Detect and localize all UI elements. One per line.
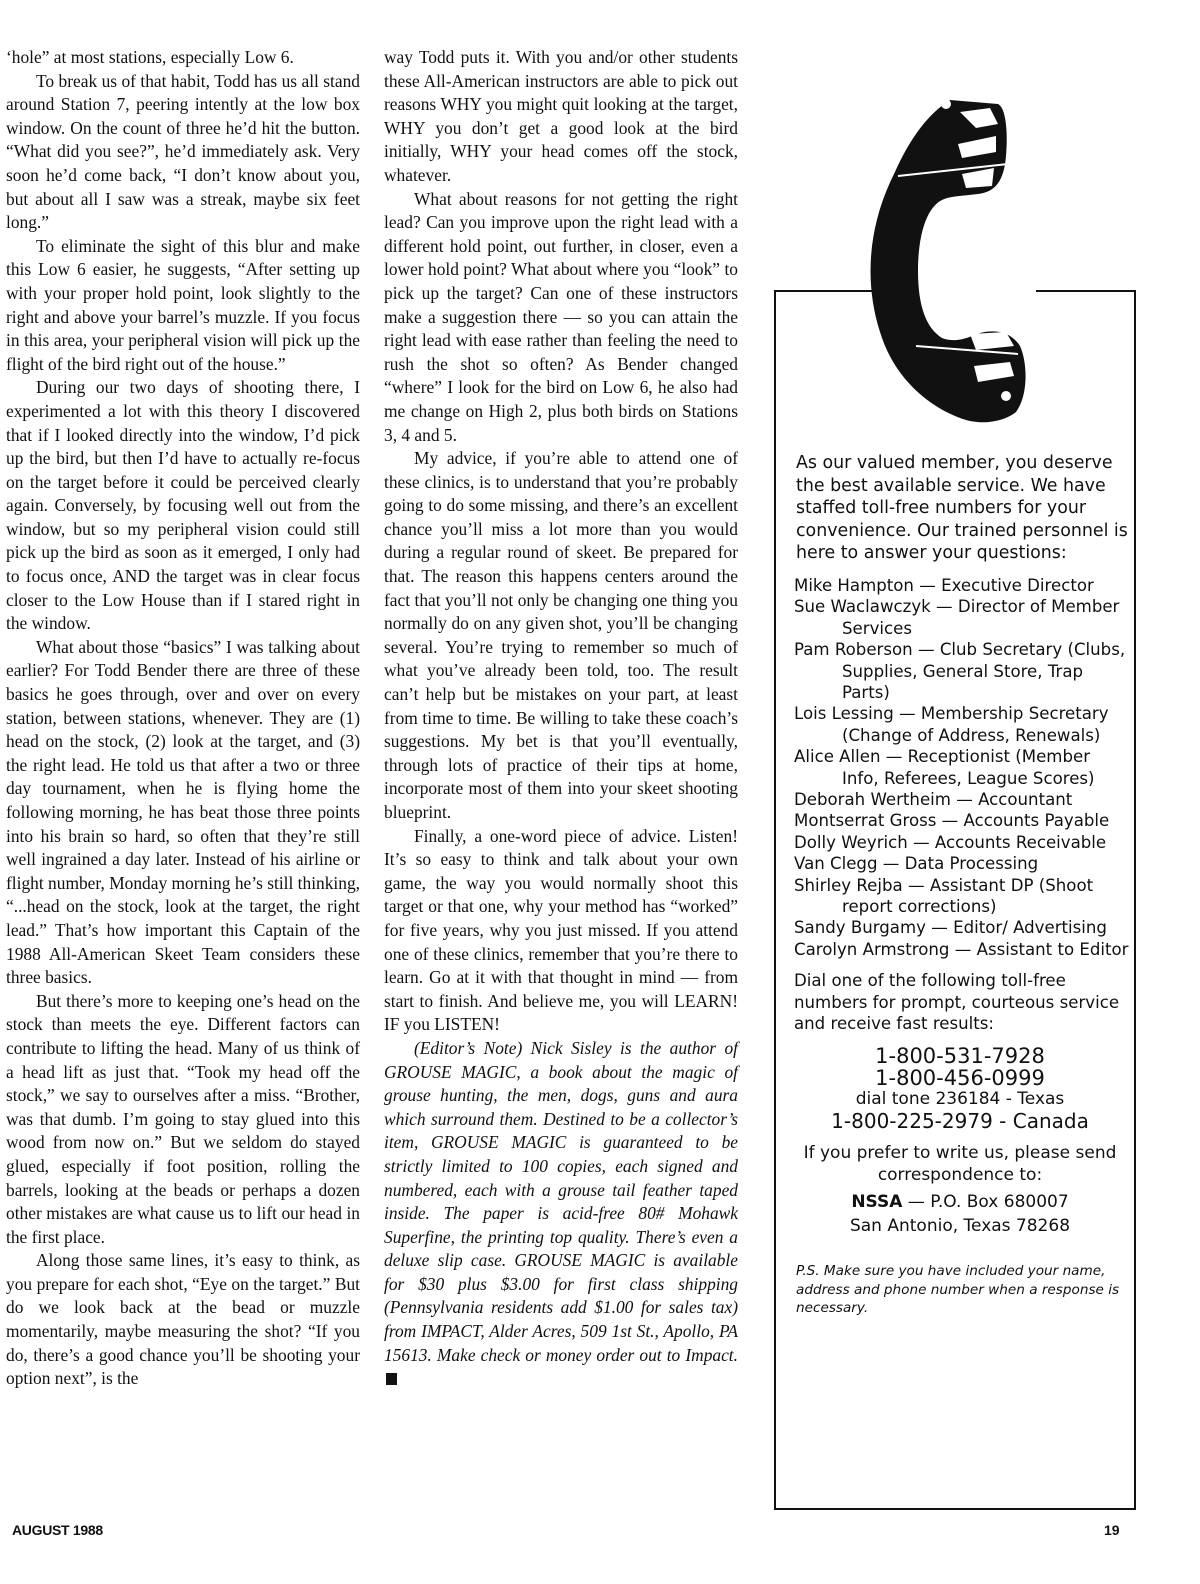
paragraph: But there’s more to keeping one’s head on the stock than meets the eye. Different factors can contribute to lifting the head. Many of us think of a head lift as just that. “Took my head off the stock,” we say to ourselves after a miss. “Brother, was that dumb. I’m going to stay glued into this wood from now on.” But we seldom do stayed glued, especially if foot position, rolling the barrels, looking at the beads or perhaps a dozen other mistakes are what cause us to lift our head in the first place. — [6, 990, 360, 1247]
staff-entry: Van Clegg — Data Processing — [794, 854, 1039, 874]
staff-entry: Sue Waclawczyk — Director of Member Services — [794, 597, 1120, 638]
telephone-handset-icon — [858, 96, 1058, 436]
staff-entry: Pam Roberson — Club Secretary (Clubs, Supplies, General Store, Trap Parts) — [794, 640, 1126, 702]
staff-entry: Mike Hampton — Executive Director — [794, 575, 1094, 595]
staff-entry: Alice Allen — Receptionist (Member Info, Referees, League Scores) — [794, 747, 1095, 788]
paragraph: My advice, if you’re able to attend one of these clinics, is to understand that you’re probably going to do some missing, and there’s an excellent chance you’ll miss a lot more than you would during a regular round of skeet. Be prepared for that. The reason this happens centers around the fact that you’ll not only be changing one thing you normally do on any given shot, you’ll be changing several. You’re trying to remember so much of what you’ve already been told, too. The result can’t help but be mistakes on your part, at least from time to time. Be willing to take these coach’s suggestions. My bet is that you’ll eventually, through lots of practice of their tips at home, incorporate most of them into your skeet shooting blueprint. — [384, 448, 738, 822]
page-number: 19 — [1104, 1522, 1120, 1538]
staff-entry: Sandy Burgamy — Editor/ Advertising — [794, 918, 1107, 938]
dial-instructions: Dial one of the following toll-free numbers for prompt, courteous service and receive fast results: — [794, 971, 1120, 1034]
phone-number-canada: 1-800-225-2979 - Canada — [831, 1109, 1089, 1133]
paragraph: To break us of that habit, Todd has us all stand around Station 7, peering intently at the low box window. On the count of three he’d hit the button. “What did you see?”, he’d immediately ask. Very soon he’d come back, “I don’t know about you, but about all I saw was a streak, maybe six feet long.” — [6, 70, 360, 233]
staff-list — [790, 575, 1130, 960]
staff-entry: Shirley Rejba — Assistant DP (Shoot report corrections) — [794, 875, 1094, 917]
editor-note — [384, 1037, 738, 1391]
phone-number-1: 1-800-531-7928 — [875, 1043, 1045, 1068]
paragraph: During our two days of shooting there, I experimented a lot with this theory I discovered that if I looked directly into the window, I’d pick up the bird, but then I’d have to actually re-focus on the target before it could be perceived clearly again. Conversely, by focusing well out from the window, but so my peripheral vision could still pick up the bird as soon as it emerged, I only had to focus once, AND the target was in clear focus closer to the Low House than if I stared right in the window. — [6, 377, 360, 634]
mailing-address — [790, 1190, 1130, 1238]
city-state-zip: San Antonio, Texas 78268 — [849, 1216, 1071, 1236]
staff-entry: Dolly Weyrich — Accounts Receivable — [794, 832, 1107, 852]
editor-note-text: (Editor’s Note) Nick Sisley is the author of GROUSE MAGIC, a book about the magic of grouse hunting, the men, dogs, guns and aura which surround them. Destined to be a collector’s item, GROUSE MAGIC is guaranteed to be strictly limited to 100 copies, each signed and numbered, each with a grouse tail feather taped inside. The paper is acid-free 80# Mohawk Superfine, the printing top quality. There’s even a deluxe slip case. GROUSE MAGIC is available for $30 plus $3.00 for first class shipping (Pennsylvania residents add $1.00 for sales tax) from IMPACT, Alder Acres, 509 1st St., Apollo, PA 15613. Make check or money order out to Impact. — [384, 1037, 738, 1365]
paragraph: What about those “basics” I was talking about earlier? For Todd Bender there are three of these basics he goes through, over and over on every station, between stations, whenever. They are (1) head on the stock, (2) look at the target, and (3) the right lead. He told us that after a two or three day tournament, when he is flying home the following morning, he has beat those three points into his brain so hard, so often that they’re still well ingrained a day later. Instead of his airline or flight number, Monday morning he’s still thinking, “...head on the stock, look at the target, the right lead.” That’s how important this Captain of the 1988 All-American Skeet Team considers these three basics. — [6, 636, 360, 988]
staff-entry: Carolyn Armstrong — Assistant to Editor — [794, 939, 1129, 959]
phone-number-2: 1-800-456-0999 — [875, 1065, 1045, 1090]
staff-entry: Lois Lessing — Membership Secretary (Change of Address, Renewals) — [794, 704, 1109, 745]
end-mark-icon — [386, 1373, 397, 1385]
postscript-note: P.S. Make sure you have included your name, address and phone number when a response is necessary. — [796, 1263, 1120, 1317]
paragraph: Finally, a one-word piece of advice. Listen! It’s so easy to think and talk about your own game, the way you would normally shoot this target or that one, why your method has “worked” for five years, why you just missed. If you attend one of these clinics, remember that you’re there to learn. Go at it with that thought in mind — from start to finish. And believe me, you will LEARN! IF you LISTEN! — [384, 825, 738, 1035]
article-column-1 — [6, 46, 360, 1391]
dial-tone-texas: dial tone 236184 - Texas — [855, 1088, 1065, 1109]
paragraph: What about reasons for not getting the right lead? Can you improve upon the right lead with a different hold point, out further, in closer, even a lower hold point? What about where you “look” to pick up the target? Can one of these instructors make a suggestion there — so you can attain the right lead with ease rather than feeling the need to rush the shot so often? As Bender changed “where” I look for the bird on Low 6, he also had me change on High 2, plus both birds on Stations 3, 4 and 5. — [384, 188, 738, 445]
sidebar-intro: As our valued member, you deserve the best available service. We have staffed toll-free numbers for your convenience. Our trained personnel is here to answer your questions: — [796, 453, 1128, 564]
contact-sidebar — [790, 452, 1130, 1318]
write-instructions: If you prefer to write us, please send correspondence to: — [803, 1143, 1117, 1185]
paragraph: To eliminate the sight of this blur and make this Low 6 easier, he suggests, “After setting up with your proper hold point, look slightly to the right and above your barrel’s muzzle. If you focus in this area, your peripheral vision will pick up the flight of the bird right out of the house.” — [6, 235, 360, 374]
paragraph: Along those same lines, it’s easy to think, as you prepare for each shot, “Eye on the target.” But do we look back at the bead or muzzle momentarily, maybe measuring the shot? “If you do, there’s a good chance you’ll be shooting your option next”, is the — [6, 1250, 360, 1389]
nssa-label: NSSA — [851, 1192, 903, 1212]
article-column-2 — [384, 46, 738, 1391]
paragraph: way Todd puts it. With you and/or other students these All-American instructors are able to pick out reasons WHY you might quit looking at the target, WHY you don’t get a good look at the bird initially, WHY your head comes off the stock, whatever. — [384, 47, 738, 185]
po-box: — P.O. Box 680007 — [907, 1192, 1069, 1212]
issue-date: AUGUST 1988 — [12, 1522, 103, 1538]
staff-entry: Deborah Wertheim — Accountant — [794, 790, 1073, 810]
paragraph: ‘hole” at most stations, especially Low 6. — [6, 47, 294, 67]
staff-entry: Montserrat Gross — Accounts Payable — [794, 811, 1110, 831]
